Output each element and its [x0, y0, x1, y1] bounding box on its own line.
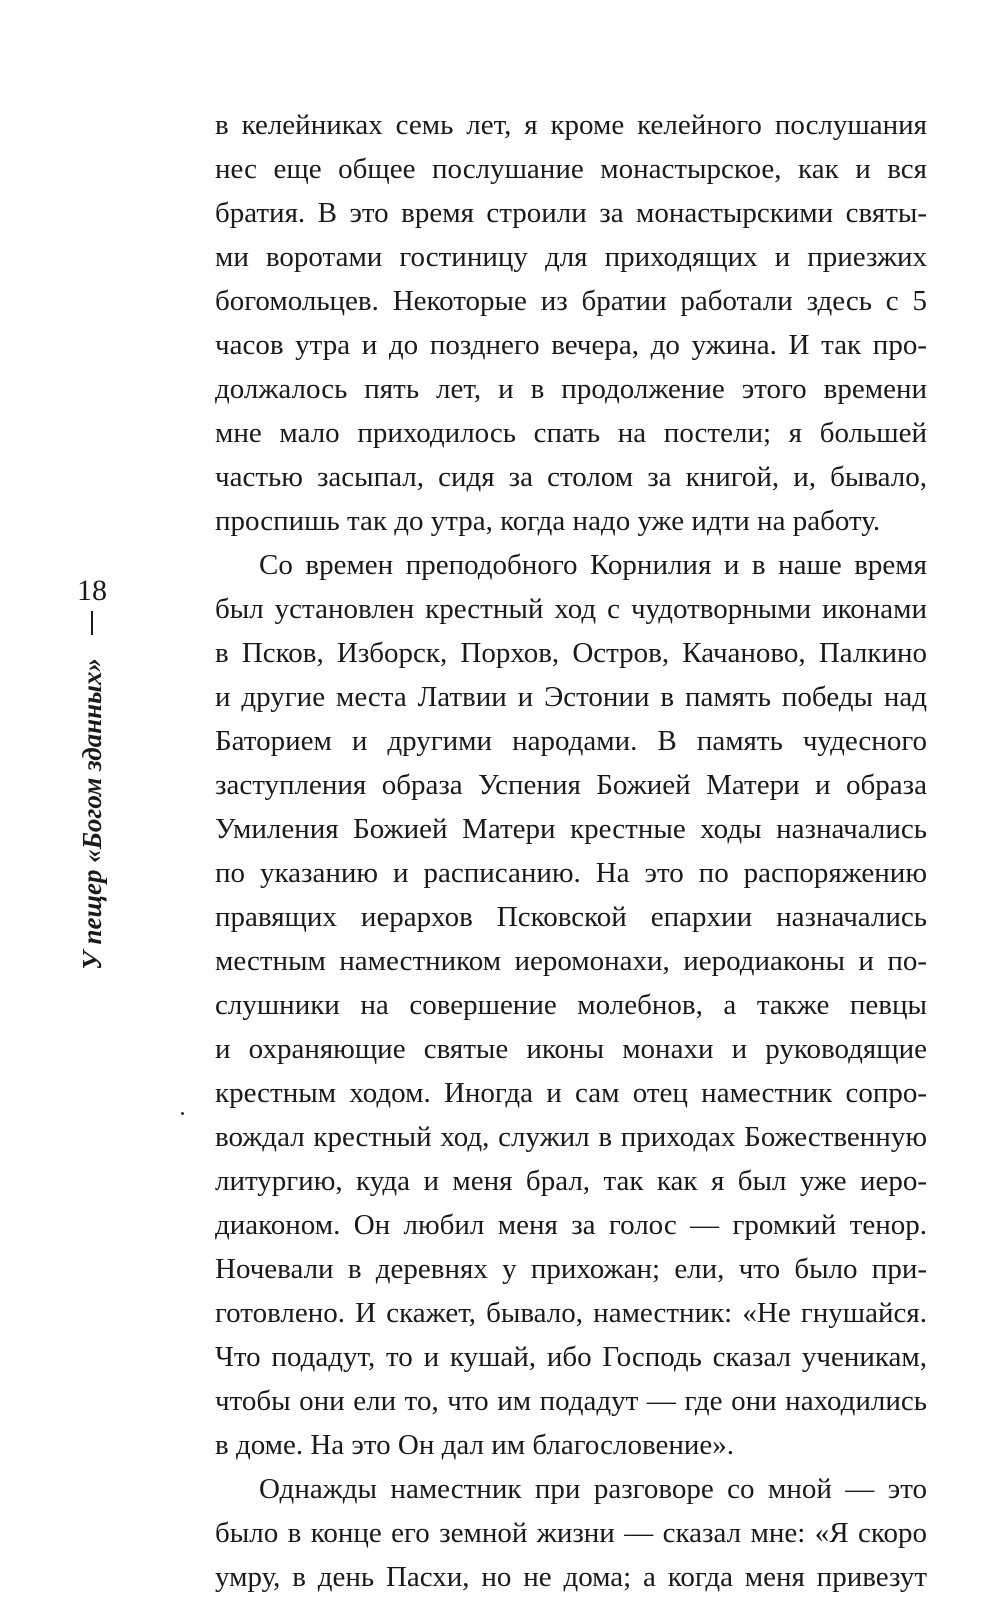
print-speck [181, 1112, 184, 1115]
text-line: в келейниках семь лет, я кроме келейного послушания [215, 109, 927, 141]
text-line: проспишь так до утра, когда надо уже идти на работу. [215, 505, 881, 537]
text-line: Что подадут, то и кушай, ибо Господь сказал ученикам, [215, 1341, 927, 1373]
text-line: частью засыпал, сидя за столом за книгой, и, бывало, [215, 461, 927, 493]
text-line: Ночевали в деревнях у прихожан; ели, что было при- [215, 1253, 927, 1285]
text-line: слушники на совершение молебнов, а также певцы [215, 989, 927, 1021]
text-line: местным наместником иеромонахи, иеродиаконы и по- [215, 945, 927, 977]
text-line: и охраняющие святые иконы монахи и руководящие [215, 1033, 927, 1065]
page-number: 18 [77, 574, 107, 607]
text-line: богомольцев. Некоторые из братии работали здесь с 5 [215, 285, 927, 317]
text-line: литургию, куда и меня брал, так как я был уже иеро- [215, 1165, 927, 1197]
text-line: Со времен преподобного Корнилия и в наше время [259, 549, 927, 581]
text-line: по указанию и расписанию. На это по распоряжению [215, 857, 927, 889]
text-line: мне мало приходилось спать на постели; я большей [215, 417, 927, 449]
text-line: был установлен крестный ход с чудотворными иконами [215, 593, 927, 625]
text-line: ми воротами гостиницу для приходящих и приезжих [215, 241, 927, 273]
text-line: в доме. На это Он дал им благословение». [215, 1429, 735, 1461]
text-line: братия. В это время строили за монастырскими святы- [215, 197, 927, 229]
body-text [215, 103, 927, 1599]
text-line: умру, в день Пасхи, но не дома; а когда меня привезут [215, 1561, 927, 1593]
text-line: нес еще общее послушание монастырское, как и вся [215, 153, 927, 185]
text-line: и другие места Латвии и Эстонии в память победы над [215, 681, 927, 713]
text-line: Умиления Божией Матери крестные ходы назначались [215, 813, 927, 845]
text-line: в Псков, Изборск, Порхов, Остров, Качаново, Палкино [215, 637, 927, 669]
text-line: правящих иерархов Псковской епархии назначались [215, 901, 927, 933]
text-line: должалось пять лет, и в продолжение этого времени [215, 373, 927, 405]
text-line: заступления образа Успения Божией Матери и образа [215, 769, 927, 801]
text-line: готовлено. И скажет, бывало, наместник: «Не гнушайся. [215, 1297, 927, 1329]
text-line: чтобы они ели то, что им подадут — где они находились [215, 1385, 927, 1417]
text-line: было в конце его земной жизни — сказал мне: «Я скоро [215, 1517, 927, 1549]
text-line: вождал крестный ход, служил в приходах Божественную [215, 1121, 927, 1153]
text-line: часов утра и до позднего вечера, до ужина. И так про- [215, 329, 927, 361]
running-head: У пещер «Богом зданных» [77, 658, 107, 970]
text-line: крестным ходом. Иногда и сам отец наместник сопро- [215, 1077, 927, 1109]
text-line: Однажды наместник при разговоре со мной — это [259, 1473, 927, 1505]
text-line: Баторием и другими народами. В память чудесного [215, 725, 927, 757]
text-line: диаконом. Он любил меня за голос — громкий тенор. [215, 1209, 927, 1241]
